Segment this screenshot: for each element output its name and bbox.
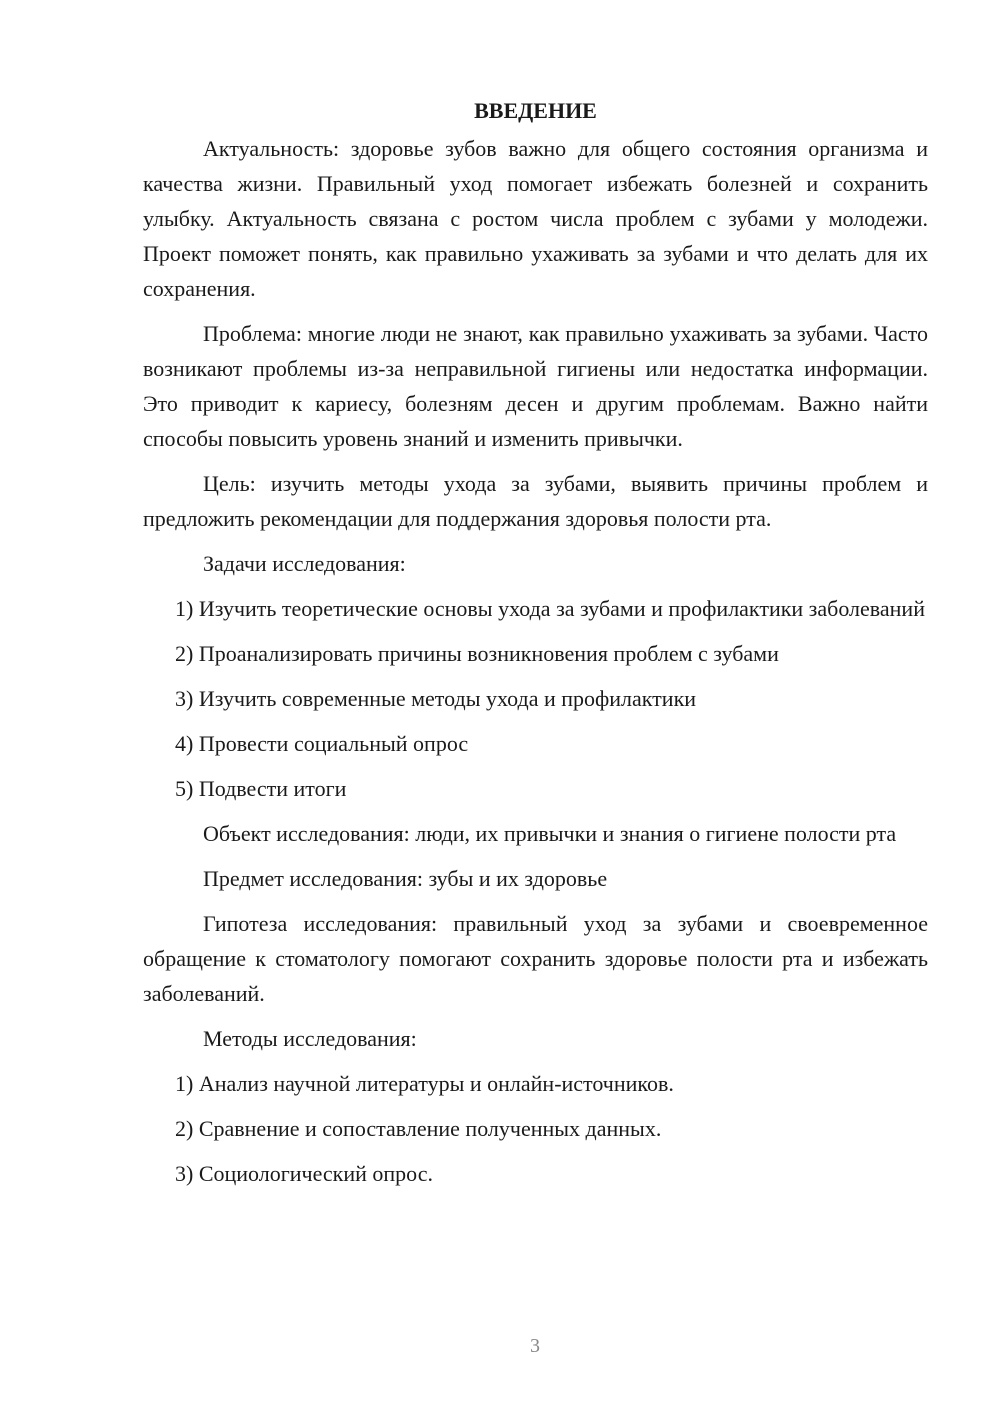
- task-item: 2) Проанализировать причины возникновения проблем с зубами: [175, 641, 779, 666]
- method-item: 2) Сравнение и сопоставление полученных данных.: [175, 1116, 662, 1141]
- problem-paragraph: Проблема: многие люди не знают, как правильно ухаживать за зубами. Часто возникают проблемы из-за неправильной гигиены или недостатка информации. Это приводит к кариесу, болезням десен и другим проблемам. Важно найти способы повысить уровень знаний и изменить привычки.: [143, 321, 928, 451]
- object-paragraph: Объект исследования: люди, их привычки и знания о гигиене полости рта: [203, 821, 897, 846]
- task-item: 4) Провести социальный опрос: [175, 731, 469, 756]
- goal-paragraph: Цель: изучить методы ухода за зубами, выявить причины проблем и предложить рекомендации для поддержания здоровья полости рта.: [143, 471, 928, 531]
- method-item: 3) Социологический опрос.: [175, 1161, 433, 1186]
- task-item: 3) Изучить современные методы ухода и профилактики: [175, 686, 697, 711]
- relevance-paragraph: Актуальность: здоровье зубов важно для общего состояния организма и качества жизни. Правильный уход помогает избежать болезней и сохранить улыбку. Актуальность связана с ростом числа проблем с зубами у молодежи. Проект поможет понять, как правильно ухаживать за зубами и что делать для их сохранения.: [143, 136, 928, 301]
- tasks-heading: Задачи исследования:: [203, 551, 406, 576]
- document-page: [143, 93, 928, 1201]
- task-item: 5) Подвести итоги: [175, 776, 347, 801]
- page-number: 3: [530, 1335, 540, 1357]
- page-title: ВВЕДЕНИЕ: [474, 98, 597, 123]
- method-item: 1) Анализ научной литературы и онлайн-источников.: [175, 1071, 674, 1096]
- subject-paragraph: Предмет исследования: зубы и их здоровье: [203, 866, 608, 891]
- task-item: 1) Изучить теоретические основы ухода за зубами и профилактики заболеваний: [175, 596, 925, 621]
- methods-heading: Методы исследования:: [203, 1026, 417, 1051]
- hypothesis-paragraph: Гипотеза исследования: правильный уход за зубами и своевременное обращение к стоматологу помогают сохранить здоровье полости рта и избежать заболеваний.: [143, 911, 928, 1006]
